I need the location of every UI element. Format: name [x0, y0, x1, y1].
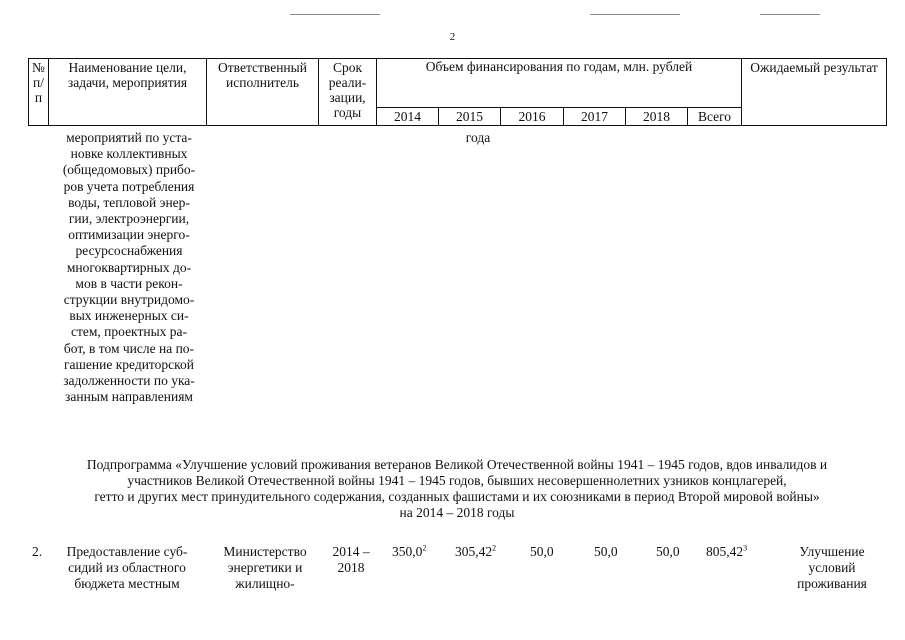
table-header [28, 58, 887, 126]
subprogram-heading [22, 457, 892, 521]
value-2014 [392, 544, 426, 560]
subprogram-line: на 2014 – 2018 годы [399, 505, 515, 520]
result-line: условий [808, 560, 856, 576]
subprogram-line: гетто и других мест принудительного содержания, созданных фашистами и их союзниками в период Второй мировой войны» [94, 489, 820, 504]
value-total [706, 544, 747, 560]
footnote-mark: 2 [492, 543, 497, 553]
header-result: Ожидаемый результат [742, 59, 887, 126]
name-line: задолженности по ука- [63, 373, 195, 389]
row2-term [322, 544, 380, 576]
header-term: Срок реали-зации, годы [319, 59, 377, 126]
row2-responsible [210, 544, 320, 593]
header-financing: Объем финансирования по годам, млн. рублей [377, 59, 742, 108]
subprogram-line: участников Великой Отечественной войны 1941 – 1945 годов, бывших несовершеннолетних узников концлагерей, [127, 473, 787, 488]
name-line: струкции внутридомо- [63, 292, 195, 308]
footnote-mark: 2 [422, 543, 427, 553]
name-line: новке коллективных [70, 146, 188, 162]
row2-num: 2. [32, 544, 43, 559]
scan-mark [760, 14, 820, 15]
value-text: 805,42 [706, 544, 744, 559]
name-line: стем, проектных ра- [71, 324, 187, 340]
name-line: мероприятий по уста- [66, 130, 192, 145]
value-2017: 50,0 [594, 544, 618, 559]
responsible-line: Министерство [223, 544, 307, 559]
row2-result [762, 544, 902, 593]
result-line: проживания [797, 576, 867, 592]
header-year: 2018 [626, 108, 688, 126]
name-line: ресурсоснабжения [75, 243, 183, 259]
header-responsible: Ответственный исполнитель [207, 59, 319, 126]
name-line: оптимизации энерго- [68, 227, 190, 243]
result-line: Улучшение [799, 544, 865, 559]
name-line: (общедомовых) прибо- [62, 162, 196, 178]
row2-name [48, 544, 206, 593]
header-total: Всего [688, 108, 742, 126]
footnote-mark: 3 [743, 543, 748, 553]
name-line: вых инженерных си- [69, 308, 189, 324]
name-line: гашение кредиторской [63, 356, 194, 372]
name-line: бот, в том числе на по- [63, 340, 195, 356]
header-year: 2014 [377, 108, 439, 126]
name-line: воды, тепловой энер- [68, 194, 190, 210]
header-num: № п/п [29, 59, 49, 126]
name-line: Предоставление суб- [66, 544, 188, 559]
value-text: 305,42 [455, 544, 493, 559]
subprogram-line: Подпрограмма «Улучшение условий проживания ветеранов Великой Отечественной войны 1941 – 1945 годов, вдов инвалидов и [86, 457, 828, 472]
name-line: бюджета местным [74, 576, 180, 592]
scan-mark [290, 14, 380, 15]
responsible-line: энергетики и [227, 560, 303, 576]
name-line: мов в части рекон- [75, 275, 183, 291]
header-year: 2017 [564, 108, 626, 126]
row1-name [48, 130, 210, 405]
scan-mark [590, 14, 680, 15]
name-line: гии, электроэнергии, [68, 211, 190, 227]
value-2015 [455, 544, 496, 560]
name-line: сидий из областного [68, 560, 186, 576]
header-year: 2016 [501, 108, 564, 126]
value-2016: 50,0 [530, 544, 554, 559]
term-line: 2018 [337, 560, 365, 576]
responsible-line: жилищно- [235, 576, 295, 592]
page-number: 2 [449, 31, 456, 43]
header-year: 2015 [439, 108, 501, 126]
value-text: 350,0 [392, 544, 423, 559]
header-name: Наименование цели, задачи, мероприятия [49, 59, 207, 126]
value-2018: 50,0 [656, 544, 680, 559]
name-line: ров учета потребления [63, 178, 195, 194]
term-line: 2014 – [332, 544, 370, 559]
row1-term-tail: года [465, 130, 491, 145]
name-line: многоквартирных до- [66, 259, 192, 275]
name-line: занным направлениям [65, 389, 193, 405]
